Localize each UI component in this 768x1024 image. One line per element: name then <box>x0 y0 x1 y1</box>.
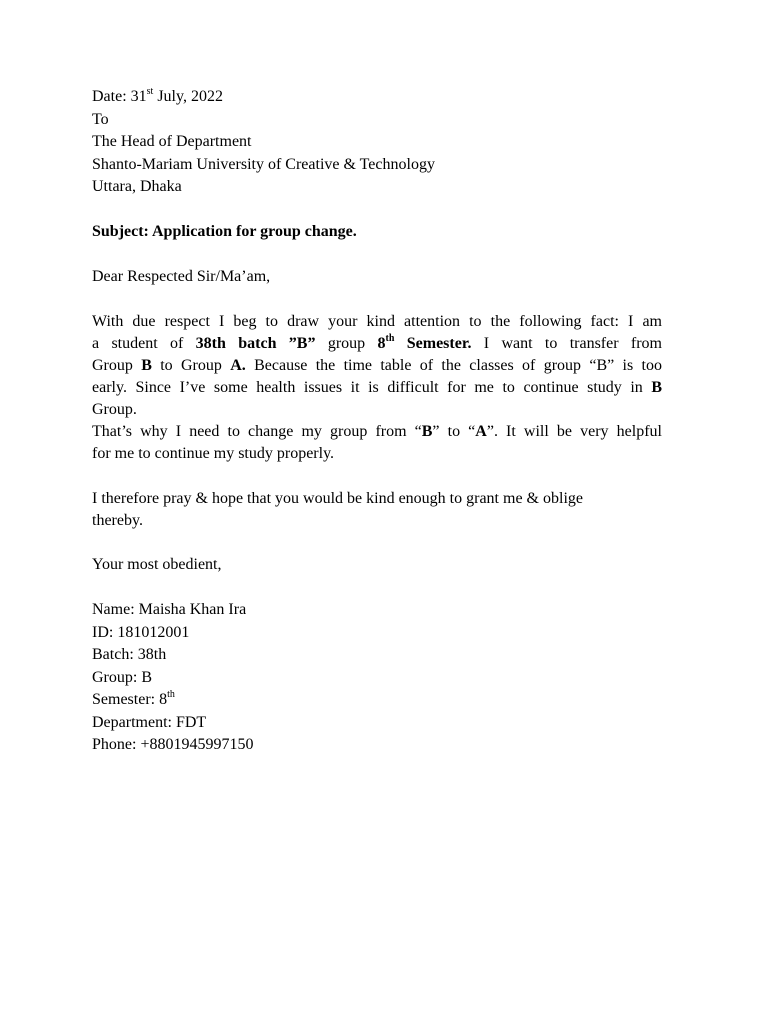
body-paragraph-3 <box>92 488 662 532</box>
university-line: Shanto-Mariam University of Creative & Technology <box>92 155 435 173</box>
closing-line: Your most obedient, <box>92 556 222 573</box>
spacer <box>92 199 662 222</box>
group-b-bold: B <box>651 379 662 396</box>
spacer <box>92 244 662 267</box>
signature-id: ID: 181012001 <box>92 623 190 641</box>
body-text: Because the time table of the classes of group “B” is too <box>245 357 663 374</box>
body-text: That’s why I need to change my group from “ <box>92 423 422 440</box>
signature-batch: Batch: 38th <box>92 646 167 663</box>
signature-name: Name: Maisha Khan Ira <box>92 601 247 618</box>
body-text: group <box>315 335 378 352</box>
spacer <box>92 465 662 488</box>
body-text: early. Since I’ve some health issues it is difficult for me to continue study in <box>92 379 652 396</box>
body-line <box>92 421 662 443</box>
spacer <box>92 532 662 555</box>
date-suffix: July, 2022 <box>153 88 223 105</box>
to-line: To <box>92 110 109 128</box>
group-a-bold: A <box>475 423 487 440</box>
spacer <box>92 577 662 600</box>
letter-page <box>92 86 662 757</box>
date-line <box>92 86 662 109</box>
body-line: I therefore pray & hope that you would be kind enough to grant me & oblige <box>92 489 583 507</box>
body-line: With due respect I beg to draw your kind attention to the following fact: I am <box>92 313 662 330</box>
batch-bold-text: 38th batch ”B” <box>195 335 316 352</box>
body-line: Group. <box>92 401 137 418</box>
body-line <box>92 333 662 355</box>
body-text: Group <box>92 357 142 374</box>
salutation-line: Dear Respected Sir/Ma’am, <box>92 268 271 285</box>
date-prefix: Date: 31 <box>92 88 147 105</box>
semester-bold-text: Semester. <box>394 335 472 352</box>
subject-text: Subject: Application for group change. <box>92 223 357 240</box>
body-line: for me to continue my study properly. <box>92 445 335 462</box>
semester-superscript: th <box>167 688 175 700</box>
body-line: thereby. <box>92 511 143 529</box>
signature-semester <box>92 689 662 712</box>
body-text: a student of <box>92 335 196 352</box>
recipient-line: The Head of Department <box>92 133 252 150</box>
semester-text: Semester: 8 <box>92 691 168 708</box>
body-text: I want to transfer from <box>471 335 663 352</box>
spacer <box>92 289 662 312</box>
subject-line <box>92 221 662 244</box>
group-a-bold: A. <box>230 357 246 374</box>
group-b-bold: B <box>141 357 152 374</box>
date-superscript: st <box>146 85 154 97</box>
signature-group: Group: B <box>92 668 152 686</box>
signature-phone: Phone: +8801945997150 <box>92 736 254 753</box>
body-line <box>92 355 662 377</box>
group-b-bold: B <box>421 423 433 440</box>
semester-bold-text: 8 <box>377 335 386 352</box>
body-text: ” to “ <box>432 423 476 440</box>
body-text: to Group <box>151 357 231 374</box>
body-text: ”. It will be very helpful <box>486 423 662 440</box>
body-paragraph-1 <box>92 311 662 465</box>
semester-superscript: th <box>385 332 395 344</box>
body-line <box>92 377 662 399</box>
location-line: Uttara, Dhaka <box>92 178 182 195</box>
signature-department: Department: FDT <box>92 713 207 731</box>
